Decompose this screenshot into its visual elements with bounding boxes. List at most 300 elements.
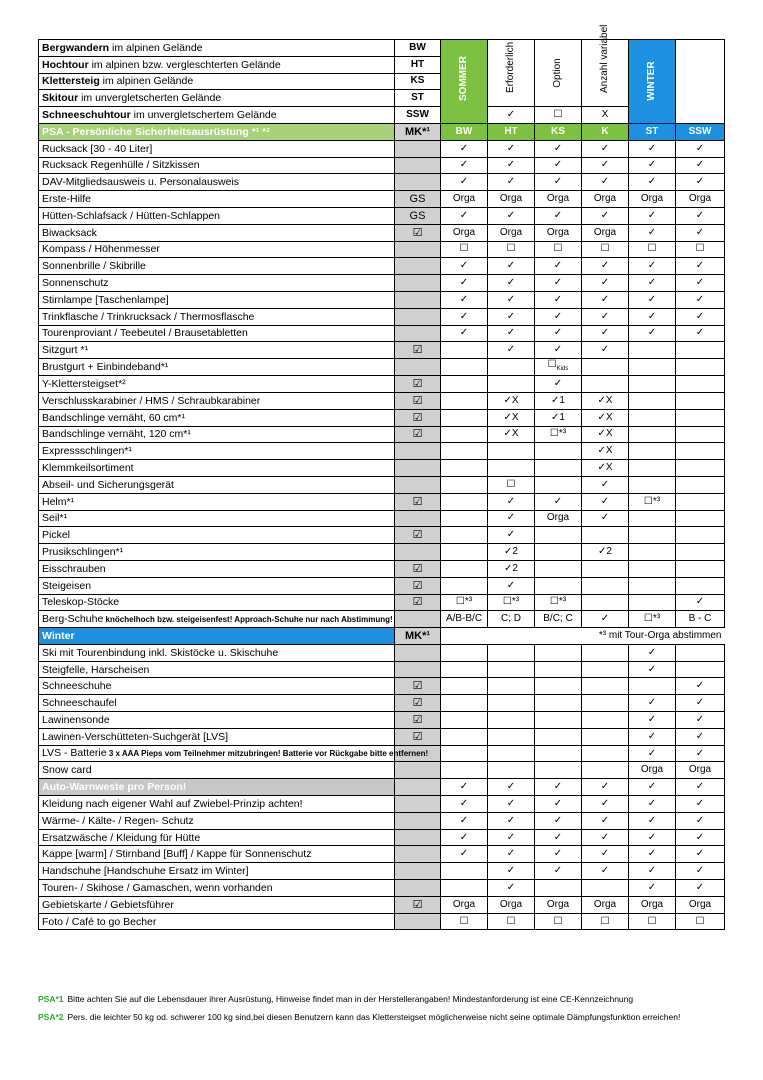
- row-label: Tourenproviant / Teebeutel / Brausetabletten: [39, 325, 395, 342]
- table-row: [39, 779, 725, 796]
- value-cell: ✓: [582, 611, 629, 628]
- value-cell: ✓: [582, 308, 629, 325]
- row-label: Ersatzwäsche / Kleidung für Hütte: [39, 829, 395, 846]
- value-cell: ✓: [441, 779, 488, 796]
- value-cell: ✓: [676, 829, 725, 846]
- value-cell: [676, 544, 725, 561]
- row-label: Trinkflasche / Trinkrucksack / Thermosflasche: [39, 308, 395, 325]
- value-cell: [535, 712, 582, 729]
- value-cell: ✓: [488, 493, 535, 510]
- value-cell: Orga: [441, 191, 488, 208]
- mk-cell: ☑: [395, 678, 441, 695]
- row-label: Eisschrauben: [39, 560, 395, 577]
- table-row: [39, 880, 725, 897]
- value-cell: ✓: [582, 863, 629, 880]
- row-label: Y-Klettersteigset*²: [39, 376, 395, 393]
- mk-cell: ☑: [395, 594, 441, 611]
- value-cell: ✓: [676, 291, 725, 308]
- table-row: [39, 325, 725, 342]
- value-cell: ✓: [488, 275, 535, 292]
- mk-cell: [395, 174, 441, 191]
- row-label: Expressschlingen*¹: [39, 443, 395, 460]
- value-cell: ☐*³: [629, 493, 676, 510]
- footnote-psa2: PSA*2 Pers. die leichter 50 kg od. schwerer 100 kg sind,bei diesen Benutzern kann das Klettersteigset möglicherweise nicht seine optimale Dämpfungsfunktion erreichen!: [38, 1012, 681, 1022]
- value-cell: [582, 745, 629, 762]
- winter-header-mk: MK*¹: [395, 628, 441, 645]
- row-label: Verschlusskarabiner / HMS / Schraubkarabiner: [39, 392, 395, 409]
- value-cell: ✓: [535, 207, 582, 224]
- psa-col-header: K: [582, 123, 629, 140]
- value-cell: ✓: [629, 863, 676, 880]
- value-cell: [676, 460, 725, 477]
- table-row: [39, 241, 725, 258]
- type-abbr: HT: [395, 56, 441, 73]
- mk-cell: [395, 812, 441, 829]
- value-cell: [535, 560, 582, 577]
- value-cell: ✓: [629, 207, 676, 224]
- value-cell: [629, 560, 676, 577]
- value-cell: Orga: [676, 762, 725, 779]
- type-desc: im alpinen Gelände: [99, 75, 194, 88]
- value-cell: [441, 863, 488, 880]
- table-row: [39, 443, 725, 460]
- value-cell: [535, 443, 582, 460]
- value-cell: ✓2: [488, 560, 535, 577]
- type-name: Bergwandern: [42, 41, 110, 54]
- value-cell: ✓: [582, 796, 629, 813]
- table-row: [39, 376, 725, 393]
- legend-option-text: Option: [552, 58, 563, 88]
- value-cell: Orga: [629, 762, 676, 779]
- value-cell: [535, 695, 582, 712]
- value-cell: ✓: [676, 846, 725, 863]
- row-label: Kappe [warm] / Stirnband [Buff] / Kappe für Sonnenschutz: [39, 846, 395, 863]
- value-cell: ✓: [488, 342, 535, 359]
- table-row: [39, 308, 725, 325]
- table-row: [39, 678, 725, 695]
- value-cell: ✓: [582, 846, 629, 863]
- value-cell: ✓: [535, 846, 582, 863]
- value-cell: ✓: [676, 863, 725, 880]
- value-cell: [629, 544, 676, 561]
- value-cell: ✓: [676, 258, 725, 275]
- value-cell: ✓: [582, 291, 629, 308]
- value-cell: ✓: [676, 594, 725, 611]
- value-cell: [441, 880, 488, 897]
- value-cell: ✓: [441, 140, 488, 157]
- row-label: Schneeschaufel: [39, 695, 395, 712]
- value-cell: ✓: [441, 846, 488, 863]
- row-label: Helm*¹: [39, 493, 395, 510]
- row-label: Stirnlampe [Taschenlampe]: [39, 291, 395, 308]
- type-abbr: SSW: [395, 107, 441, 124]
- equipment-table: [38, 24, 725, 930]
- row-label: Klemmkeilsortiment: [39, 460, 395, 477]
- value-cell: [488, 745, 535, 762]
- value-cell: ✓: [441, 258, 488, 275]
- row-label: DAV-Mitgliedsausweis u. Personalausweis: [39, 174, 395, 191]
- table-row: [39, 762, 725, 779]
- value-cell: ✓: [629, 796, 676, 813]
- value-cell: ☐: [441, 241, 488, 258]
- value-cell: [535, 762, 582, 779]
- value-cell: Orga: [582, 896, 629, 913]
- value-cell: [629, 443, 676, 460]
- value-cell: [535, 527, 582, 544]
- value-cell: [676, 661, 725, 678]
- value-cell: ✓: [676, 695, 725, 712]
- value-cell: ✓: [629, 728, 676, 745]
- value-cell: [441, 762, 488, 779]
- psa-col-header: SSW: [676, 123, 725, 140]
- value-cell: ✓: [488, 796, 535, 813]
- type-label: [39, 56, 395, 73]
- mk-cell: ☑: [395, 712, 441, 729]
- row-label: Abseil- und Sicherungsgerät: [39, 476, 395, 493]
- value-cell: [441, 392, 488, 409]
- value-cell: [488, 359, 535, 376]
- value-cell: B/C; C: [535, 611, 582, 628]
- table-row: [39, 275, 725, 292]
- value-cell: Orga: [629, 191, 676, 208]
- value-cell: ✓: [441, 207, 488, 224]
- row-label: Seil*¹: [39, 510, 395, 527]
- value-cell: [441, 476, 488, 493]
- value-cell: ✓X: [582, 409, 629, 426]
- value-cell: ☐: [488, 241, 535, 258]
- berg-label: [39, 611, 395, 628]
- value-cell: ✓: [676, 308, 725, 325]
- value-cell: [535, 880, 582, 897]
- value-cell: ☐: [629, 913, 676, 930]
- value-cell: ✓: [629, 258, 676, 275]
- row-label: Schneeschuhe: [39, 678, 395, 695]
- value-cell: ✓: [676, 779, 725, 796]
- value-cell: [488, 762, 535, 779]
- value-cell: ✓: [629, 846, 676, 863]
- value-cell: [629, 392, 676, 409]
- value-cell: [441, 443, 488, 460]
- value-cell: ✓: [488, 157, 535, 174]
- row-label: Handschuhe [Handschuhe Ersatz im Winter]: [39, 863, 395, 880]
- value-cell: ☐: [441, 913, 488, 930]
- table-row: [39, 695, 725, 712]
- value-cell: ✓: [535, 376, 582, 393]
- value-cell: ✓: [629, 779, 676, 796]
- value-cell: ✓: [488, 510, 535, 527]
- value-cell: [676, 426, 725, 443]
- value-cell: ✓: [629, 174, 676, 191]
- type-label: [39, 107, 395, 124]
- value-cell: ✓: [676, 796, 725, 813]
- value-cell: ✓: [582, 812, 629, 829]
- lvs-note: 3 x AAA Pieps vom Teilnehmer mitzubringen! Batterie vor Rückgabe bitte entfernen!: [108, 749, 429, 759]
- value-cell: ✓: [582, 207, 629, 224]
- mk-cell: [395, 762, 441, 779]
- table-row: [39, 796, 725, 813]
- value-cell: ✓: [488, 779, 535, 796]
- value-cell: ✓: [441, 325, 488, 342]
- mk-cell: ☑: [395, 409, 441, 426]
- value-cell: [676, 443, 725, 460]
- value-cell: [629, 594, 676, 611]
- value-cell: ✓: [535, 325, 582, 342]
- table-row: [39, 560, 725, 577]
- mk-cell: [395, 611, 441, 628]
- psa-col-header: BW: [441, 123, 488, 140]
- row-label: Biwacksack: [39, 224, 395, 241]
- value-cell: ☐: [582, 241, 629, 258]
- type-desc: im unvergletschertem Gelände: [130, 109, 277, 122]
- legend-winter: [629, 40, 676, 124]
- value-cell: ✓: [535, 258, 582, 275]
- value-cell: ✓: [441, 291, 488, 308]
- table-row: [39, 846, 725, 863]
- value-cell: ✓: [535, 829, 582, 846]
- value-cell: [441, 493, 488, 510]
- value-cell: ✓: [582, 325, 629, 342]
- value-cell: ✓1: [535, 392, 582, 409]
- value-cell: Orga: [535, 224, 582, 241]
- value-cell: ✓: [441, 812, 488, 829]
- row-label: Steigeisen: [39, 577, 395, 594]
- kids-sub: Kids: [556, 366, 569, 373]
- value-cell: ✓: [488, 829, 535, 846]
- table-row: [39, 728, 725, 745]
- type-name: Skitour: [42, 92, 79, 105]
- value-cell: ✓: [629, 745, 676, 762]
- row-label: Lawinen-Verschütteten-Suchgerät [LVS]: [39, 728, 395, 745]
- value-cell: [582, 359, 629, 376]
- value-cell: ☐*³: [535, 594, 582, 611]
- value-cell: ✓X: [488, 409, 535, 426]
- value-cell: ✓: [676, 207, 725, 224]
- lvs-label: [39, 745, 429, 762]
- value-cell: ✓: [535, 308, 582, 325]
- value-cell: ✓: [676, 678, 725, 695]
- mk-cell: [395, 544, 441, 561]
- value-cell: [629, 460, 676, 477]
- value-cell: [535, 460, 582, 477]
- value-cell: ✓: [488, 880, 535, 897]
- value-cell: [488, 661, 535, 678]
- legend-erforderlich-text: Erforderlich: [505, 41, 516, 94]
- value-cell: [582, 712, 629, 729]
- psa-header-mk: MK*¹: [395, 123, 441, 140]
- value-cell: [535, 745, 582, 762]
- value-cell: [676, 493, 725, 510]
- value-cell: ✓: [629, 880, 676, 897]
- type-label: [39, 90, 395, 107]
- mk-cell: [395, 913, 441, 930]
- table-row: [39, 661, 725, 678]
- mk-cell: [395, 140, 441, 157]
- value-cell: ✓: [582, 174, 629, 191]
- value-cell: ✓: [676, 812, 725, 829]
- lvs-row: [39, 745, 725, 762]
- value-cell: [441, 644, 488, 661]
- type-row: [39, 40, 725, 57]
- value-cell: [676, 644, 725, 661]
- table-row: [39, 342, 725, 359]
- berg-name: Berg-Schuhe: [42, 612, 104, 625]
- value-cell: [441, 426, 488, 443]
- value-cell: ☐: [676, 241, 725, 258]
- value-cell: ✓: [676, 728, 725, 745]
- value-cell: [582, 762, 629, 779]
- value-cell: ☐: [535, 913, 582, 930]
- value-cell: $☐_{Kids}$: [535, 359, 582, 376]
- value-cell: ✓: [488, 291, 535, 308]
- mk-cell: [395, 880, 441, 897]
- value-cell: ✓: [582, 829, 629, 846]
- value-cell: [629, 510, 676, 527]
- value-cell: [488, 678, 535, 695]
- table-row: [39, 157, 725, 174]
- value-cell: [441, 376, 488, 393]
- row-label: Prusikschlingen*¹: [39, 544, 395, 561]
- mk-cell: [395, 476, 441, 493]
- row-label: Gebietskarte / Gebietsführer: [39, 896, 395, 913]
- type-abbr: BW: [395, 40, 441, 57]
- mk-cell: GS: [395, 191, 441, 208]
- winter-note: *³ mit Tour-Orga abstimmen: [598, 629, 722, 641]
- value-cell: ✓: [488, 527, 535, 544]
- value-cell: [441, 409, 488, 426]
- value-cell: ✓: [535, 863, 582, 880]
- value-cell: ✓: [441, 275, 488, 292]
- value-cell: ☐: [582, 913, 629, 930]
- value-cell: ✓X: [582, 443, 629, 460]
- value-cell: ✓2: [582, 544, 629, 561]
- row-label: Touren- / Skihose / Gamaschen, wenn vorhanden: [39, 880, 395, 897]
- value-cell: [676, 359, 725, 376]
- row-label: Rucksack [30 - 40 Liter]: [39, 140, 395, 157]
- row-label: Brustgurt + Einbindeband*¹: [39, 359, 395, 376]
- value-cell: ✓: [629, 712, 676, 729]
- type-row: [39, 107, 725, 124]
- type-name: Hochtour: [42, 58, 89, 71]
- value-cell: ✓: [488, 140, 535, 157]
- mk-cell: [395, 275, 441, 292]
- value-cell: ✓: [629, 661, 676, 678]
- value-cell: [441, 359, 488, 376]
- value-cell: ✓: [676, 224, 725, 241]
- mk-cell: ☑: [395, 493, 441, 510]
- value-cell: Orga: [488, 191, 535, 208]
- value-cell: Orga: [535, 896, 582, 913]
- value-cell: Orga: [582, 224, 629, 241]
- value-cell: ✓: [535, 493, 582, 510]
- value-cell: [629, 426, 676, 443]
- value-cell: ✓: [535, 157, 582, 174]
- value-cell: ✓: [441, 796, 488, 813]
- row-label: Ski mit Tourenbindung inkl. Skistöcke u. Skischuhe: [39, 644, 395, 661]
- psa-col-header: ST: [629, 123, 676, 140]
- value-cell: ✓: [488, 863, 535, 880]
- value-cell: [629, 476, 676, 493]
- type-desc: im alpinen Gelände: [109, 41, 203, 54]
- row-label: Sonnenschutz: [39, 275, 395, 292]
- value-cell: ✓: [488, 325, 535, 342]
- value-cell: [582, 376, 629, 393]
- table-row: [39, 392, 725, 409]
- value-cell: [441, 342, 488, 359]
- mk-cell: [395, 308, 441, 325]
- value-cell: [676, 476, 725, 493]
- table-row: [39, 712, 725, 729]
- value-cell: ✓X: [582, 426, 629, 443]
- footnote-psa1: PSA*1 Bitte achten Sie auf die Lebensdauer ihrer Ausrüstung, Hinweise findet man in der Herstellerangaben! Mindestanforderung ist eine CE-Kennzeichnung: [38, 994, 634, 1004]
- row-label: Hütten-Schlafsack / Hütten-Schlappen: [39, 207, 395, 224]
- mk-cell: ☑: [395, 896, 441, 913]
- value-cell: ✓: [629, 695, 676, 712]
- table-row: [39, 409, 725, 426]
- value-cell: ✓1: [535, 409, 582, 426]
- table-row: [39, 174, 725, 191]
- legend-mark: X: [582, 107, 629, 124]
- value-cell: ☐*³: [441, 594, 488, 611]
- type-label: [39, 73, 395, 90]
- legend-mark: ✓: [488, 107, 535, 124]
- value-cell: [582, 560, 629, 577]
- value-cell: [582, 678, 629, 695]
- value-cell: [676, 577, 725, 594]
- row-label: Kleidung nach eigener Wahl auf Zwiebel-Prinzip achten!: [39, 796, 395, 813]
- value-cell: [582, 644, 629, 661]
- value-cell: ✓: [676, 712, 725, 729]
- mk-cell: ☑: [395, 728, 441, 745]
- mk-cell: [395, 291, 441, 308]
- berg-note: knöchelhoch bzw. steigeisenfest! Approach-Schuhe nur nach Abstimmung!: [105, 614, 393, 624]
- row-label: Pickel: [39, 527, 395, 544]
- value-cell: Orga: [488, 224, 535, 241]
- value-cell: [676, 409, 725, 426]
- value-cell: ✓: [582, 258, 629, 275]
- mk-cell: ☑: [395, 577, 441, 594]
- value-cell: [582, 880, 629, 897]
- value-cell: ✓X: [582, 460, 629, 477]
- legend-winter-text: WINTER: [646, 61, 657, 102]
- berg-row: [39, 611, 725, 628]
- value-cell: ✓: [441, 157, 488, 174]
- mk-cell: [395, 661, 441, 678]
- value-cell: Orga: [535, 191, 582, 208]
- value-cell: ✓: [441, 829, 488, 846]
- value-cell: ✓: [441, 174, 488, 191]
- value-cell: [676, 342, 725, 359]
- value-cell: [441, 510, 488, 527]
- value-cell: [629, 577, 676, 594]
- value-cell: [488, 376, 535, 393]
- value-cell: [582, 594, 629, 611]
- type-abbr: KS: [395, 73, 441, 90]
- value-cell: ✓X: [582, 392, 629, 409]
- table-row: [39, 140, 725, 157]
- mk-cell: [395, 846, 441, 863]
- value-cell: [488, 728, 535, 745]
- mk-cell: [395, 863, 441, 880]
- row-label: Teleskop-Stöcke: [39, 594, 395, 611]
- value-cell: ✓: [488, 308, 535, 325]
- row-label: Steigfelle, Harscheisen: [39, 661, 395, 678]
- table-row: [39, 224, 725, 241]
- value-cell: [488, 712, 535, 729]
- value-cell: ✓: [582, 476, 629, 493]
- value-cell: [676, 392, 725, 409]
- value-cell: [441, 678, 488, 695]
- value-cell: ✓: [582, 493, 629, 510]
